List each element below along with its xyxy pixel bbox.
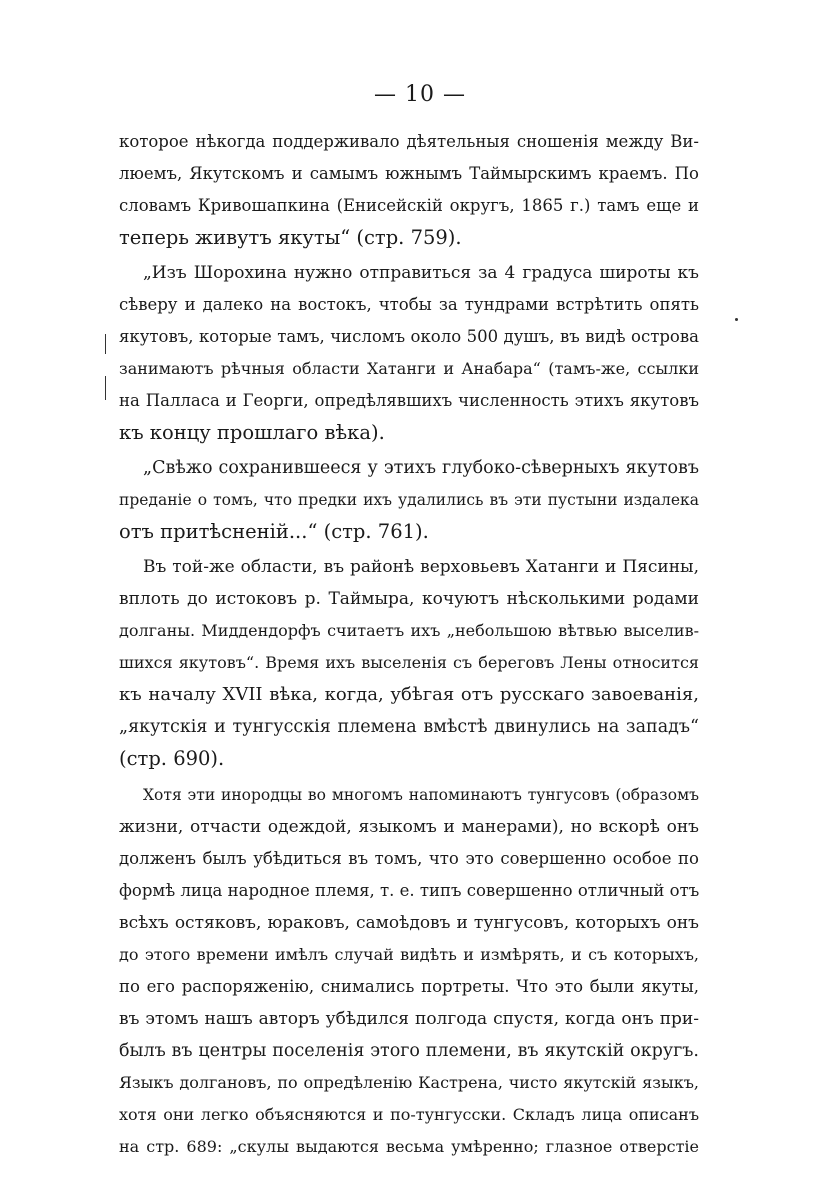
text-line: шихся якутовъ“. Время ихъ выселенія съ береговъ Лены относится <box>119 653 699 672</box>
text-line: „Изъ Шорохина нужно отправиться за 4 градуса широты къ <box>143 263 699 283</box>
text-line: люемъ, Якутскомъ и самымъ южнымъ Таймырскимъ краемъ. По <box>119 164 699 183</box>
text-line: „якутскія и тунгусскія племена вмѣстѣ двинулись на западъ“ <box>119 717 699 737</box>
text-line: которое нѣкогда поддерживало дѣятельныя сношенія между Ви- <box>119 132 699 151</box>
text-line: (стр. 690). <box>119 747 225 770</box>
text-line: на Палласа и Георги, опредѣлявшихъ численность этихъ якутовъ <box>119 391 699 410</box>
text-line: словамъ Кривошапкина (Енисейскій округъ, 1865 г.) тамъ еще и <box>119 196 699 215</box>
text-line: на стр. 689: „скулы выдаются весьма умѣренно; глазное отверстіе <box>119 1137 699 1156</box>
text-line: теперь живутъ якуты“ (стр. 759). <box>119 226 462 249</box>
text-line: Въ той-же области, въ районѣ верховьевъ Хатанги и Пясины, <box>143 557 699 577</box>
text-line: всѣхъ остяковъ, юраковъ, самоѣдовъ и тунгусовъ, которыхъ онъ <box>119 913 699 933</box>
text-line: былъ въ центры поселенія этого племени, въ якутскій округъ. <box>119 1041 699 1061</box>
text-line: жизни, отчасти одеждой, языкомъ и манерами), но вскорѣ онъ <box>119 817 699 837</box>
text-line: вплоть до истоковъ р. Таймыра, кочуютъ нѣсколькими родами <box>119 589 699 609</box>
text-line: долженъ былъ убѣдиться въ томъ, что это совершенно особое по <box>119 849 699 868</box>
page-number: — 10 — <box>374 82 466 107</box>
text-line: сѣверу и далеко на востокъ, чтобы за тундрами встрѣтить опять <box>119 295 699 314</box>
text-line: формѣ лица народное племя, т. е. типъ совершенно отличный отъ <box>119 881 699 900</box>
text-line: долганы. Миддендорфъ считаетъ ихъ „небольшою вѣтвью выселив- <box>119 621 699 640</box>
margin-mark <box>105 376 106 400</box>
text-line: къ концу прошлаго вѣка). <box>119 421 385 444</box>
text-line: къ началу XVII вѣка, когда, убѣгая отъ русскаго завоеванія, <box>119 684 699 705</box>
text-line: якутовъ, которые тамъ, числомъ около 500 душъ, въ видѣ острова <box>119 327 699 346</box>
text-line: занимаютъ рѣчныя области Хатанги и Анабара“ (тамъ-же, ссылки <box>119 359 699 378</box>
margin-mark <box>105 334 106 354</box>
text-line: „Свѣжо сохранившееся у этихъ глубоко-сѣверныхъ якутовъ <box>143 458 699 478</box>
text-line: хотя они легко объясняются и по-тунгусски. Складъ лица описанъ <box>119 1105 699 1124</box>
text-line: въ этомъ нашъ авторъ убѣдился полгода спустя, когда онъ при- <box>119 1009 699 1029</box>
text-line: преданіе о томъ, что предки ихъ удалились въ эти пустыни издалека <box>119 491 699 509</box>
text-line: до этого времени имѣлъ случай видѣть и измѣрять, и съ которыхъ, <box>119 945 699 964</box>
text-line: Языкъ долгановъ, по опредѣленію Кастрена, чисто якутскій языкъ, <box>119 1073 699 1092</box>
text-line: Хотя эти инородцы во многомъ напоминаютъ тунгусовъ (образомъ <box>143 786 699 804</box>
text-line: отъ притѣсненій...“ (стр. 761). <box>119 520 429 543</box>
print-speck <box>735 318 738 321</box>
text-line: по его распоряженію, снимались портреты. Что это были якуты, <box>119 977 699 996</box>
